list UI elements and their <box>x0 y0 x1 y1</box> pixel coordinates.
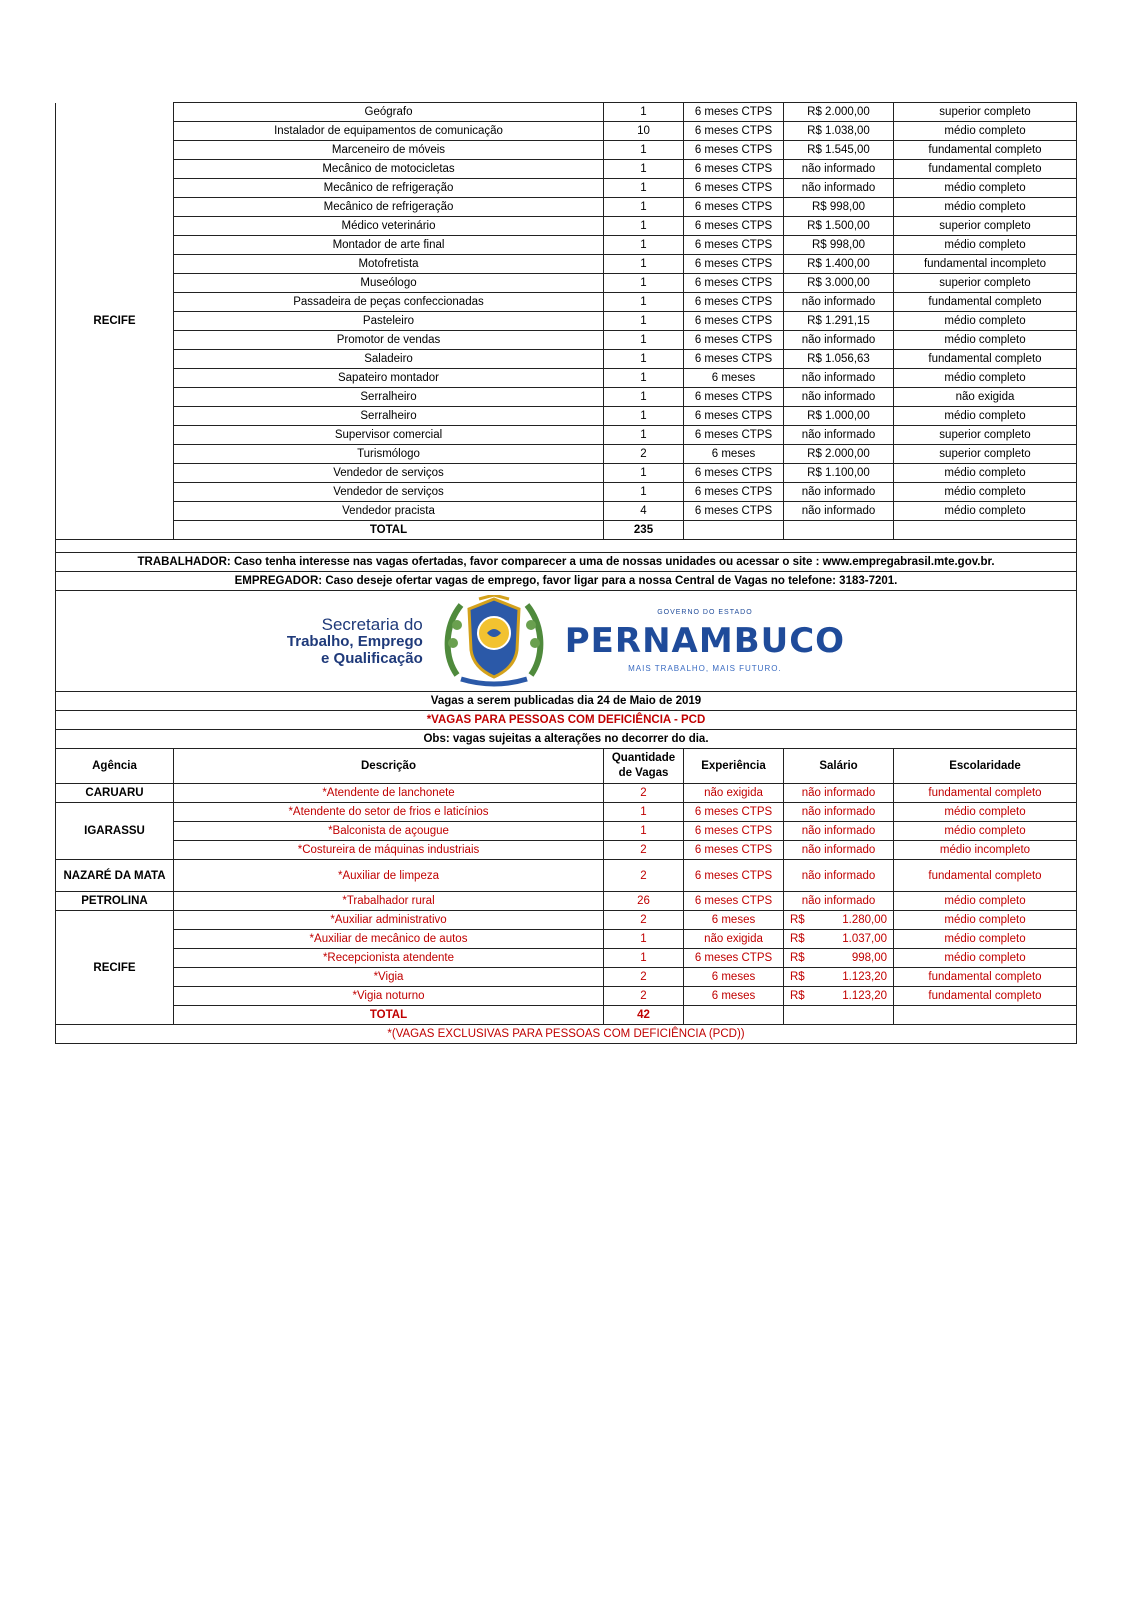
job-quantity: 26 <box>604 892 684 911</box>
total-value: 42 <box>604 1006 684 1025</box>
job-education: médio completo <box>894 331 1077 350</box>
job-experience: 6 meses CTPS <box>684 388 784 407</box>
job-education: médio completo <box>894 949 1077 968</box>
job-education: fundamental completo <box>894 968 1077 987</box>
job-description: *Atendente de lanchonete <box>174 784 604 803</box>
job-description: Vendedor de serviços <box>174 483 604 502</box>
empty-cell <box>784 521 894 540</box>
pcd-row <box>56 860 1077 892</box>
job-quantity: 1 <box>604 141 684 160</box>
job-description: Montador de arte final <box>174 236 604 255</box>
job-quantity: 2 <box>604 860 684 892</box>
job-quantity: 1 <box>604 483 684 502</box>
job-experience: 6 meses CTPS <box>684 841 784 860</box>
notice-trabalhador: TRABALHADOR: Caso tenha interesse nas vagas ofertadas, favor comparecer a uma de nossas unidades ou acessar o site : www.empregabrasil.mte.gov.br. <box>56 553 1077 572</box>
job-experience: 6 meses <box>684 987 784 1006</box>
job-quantity: 1 <box>604 236 684 255</box>
job-experience: 6 meses CTPS <box>684 274 784 293</box>
job-education: superior completo <box>894 274 1077 293</box>
pcd-row <box>56 930 1077 949</box>
table-row <box>56 293 1077 312</box>
table-row <box>56 369 1077 388</box>
job-quantity: 1 <box>604 803 684 822</box>
job-salary: não informado <box>784 160 894 179</box>
job-salary: não informado <box>784 841 894 860</box>
job-experience: 6 meses CTPS <box>684 255 784 274</box>
job-experience: 6 meses CTPS <box>684 217 784 236</box>
job-education: médio completo <box>894 369 1077 388</box>
job-description: Turismólogo <box>174 445 604 464</box>
pcd-obs: Obs: vagas sujeitas a alterações no decorrer do dia. <box>56 730 1077 749</box>
total-label: TOTAL <box>174 521 604 540</box>
job-salary: R$ 1.400,00 <box>784 255 894 274</box>
job-quantity: 1 <box>604 217 684 236</box>
job-description: *Trabalhador rural <box>174 892 604 911</box>
pcd-row <box>56 841 1077 860</box>
table-row <box>56 122 1077 141</box>
job-experience: 6 meses CTPS <box>684 122 784 141</box>
job-description: Vendedor pracista <box>174 502 604 521</box>
job-salary: R$ 3.000,00 <box>784 274 894 293</box>
job-experience: 6 meses CTPS <box>684 293 784 312</box>
job-education: médio completo <box>894 312 1077 331</box>
job-description: Pasteleiro <box>174 312 604 331</box>
job-description: *Balconista de açougue <box>174 822 604 841</box>
table-row <box>56 350 1077 369</box>
pcd-row <box>56 949 1077 968</box>
job-salary: R$ 998,00 <box>784 236 894 255</box>
pcd-footer: *(VAGAS EXCLUSIVAS PARA PESSOAS COM DEFICIÊNCIA (PCD)) <box>56 1025 1077 1044</box>
empty-cell <box>894 521 1077 540</box>
job-education: médio completo <box>894 464 1077 483</box>
job-description: Sapateiro montador <box>174 369 604 388</box>
pcd-row <box>56 892 1077 911</box>
job-description: Mecânico de motocicletas <box>174 160 604 179</box>
job-experience: 6 meses CTPS <box>684 198 784 217</box>
job-salary: R$ 1.545,00 <box>784 141 894 160</box>
table-row <box>56 407 1077 426</box>
job-education: médio completo <box>894 483 1077 502</box>
job-salary: não informado <box>784 369 894 388</box>
job-salary: R$ 1.100,00 <box>784 464 894 483</box>
job-experience: 6 meses CTPS <box>684 407 784 426</box>
job-education: superior completo <box>894 445 1077 464</box>
job-education: superior completo <box>894 217 1077 236</box>
job-experience: 6 meses CTPS <box>684 949 784 968</box>
job-description: Vendedor de serviços <box>174 464 604 483</box>
job-salary: não informado <box>784 179 894 198</box>
job-quantity: 1 <box>604 369 684 388</box>
empty-cell <box>894 1006 1077 1025</box>
job-salary: não informado <box>784 822 894 841</box>
job-description: *Atendente do setor de frios e laticínios <box>174 803 604 822</box>
job-education: fundamental completo <box>894 141 1077 160</box>
job-salary: não informado <box>784 388 894 407</box>
job-salary: não informado <box>784 331 894 350</box>
job-education: fundamental completo <box>894 987 1077 1006</box>
table-row <box>56 179 1077 198</box>
job-education: médio completo <box>894 179 1077 198</box>
job-description: Marceneiro de móveis <box>174 141 604 160</box>
currency-symbol: R$ <box>790 990 805 1002</box>
pcd-title: *VAGAS PARA PESSOAS COM DEFICIÊNCIA - PCD <box>56 711 1077 730</box>
job-education: médio completo <box>894 911 1077 930</box>
agency-cell: CARUARU <box>56 784 174 803</box>
job-description: Museólogo <box>174 274 604 293</box>
job-education: fundamental completo <box>894 860 1077 892</box>
job-description: *Recepcionista atendente <box>174 949 604 968</box>
job-quantity: 4 <box>604 502 684 521</box>
pcd-table-body <box>56 692 1077 1044</box>
table-row <box>56 141 1077 160</box>
total-value: 235 <box>604 521 684 540</box>
pcd-footer-row <box>56 1025 1077 1044</box>
job-experience: 6 meses CTPS <box>684 803 784 822</box>
job-education: fundamental incompleto <box>894 255 1077 274</box>
pcd-row <box>56 784 1077 803</box>
job-description: *Auxiliar de mecânico de autos <box>174 930 604 949</box>
header-exp: Experiência <box>684 749 784 784</box>
job-education: não exigida <box>894 388 1077 407</box>
job-experience: 6 meses <box>684 968 784 987</box>
pcd-total-row <box>56 1006 1077 1025</box>
job-education: fundamental completo <box>894 350 1077 369</box>
job-experience: 6 meses <box>684 369 784 388</box>
job-quantity: 1 <box>604 388 684 407</box>
job-quantity: 1 <box>604 350 684 369</box>
job-experience: 6 meses CTPS <box>684 141 784 160</box>
job-experience: 6 meses CTPS <box>684 103 784 122</box>
table-row <box>56 217 1077 236</box>
job-quantity: 2 <box>604 784 684 803</box>
job-salary <box>784 968 894 987</box>
job-salary: não informado <box>784 483 894 502</box>
job-salary: R$ 1.500,00 <box>784 217 894 236</box>
currency-symbol: R$ <box>790 952 805 964</box>
job-salary <box>784 987 894 1006</box>
table-row <box>56 236 1077 255</box>
job-quantity: 10 <box>604 122 684 141</box>
job-education: médio completo <box>894 236 1077 255</box>
table-row <box>56 312 1077 331</box>
salary-amount: 1.280,00 <box>842 914 887 926</box>
notice-empregador: EMPREGADOR: Caso deseje ofertar vagas de emprego, favor ligar para a nossa Central de Vagas no telefone: 3183-7201. <box>56 572 1077 591</box>
header-esc: Escolaridade <box>894 749 1077 784</box>
job-description: *Vigia noturno <box>174 987 604 1006</box>
vagas-sheet <box>55 102 1076 1044</box>
job-education: médio incompleto <box>894 841 1077 860</box>
job-experience: 6 meses CTPS <box>684 502 784 521</box>
job-description: *Vigia <box>174 968 604 987</box>
top-table-body <box>56 103 1077 540</box>
job-quantity: 1 <box>604 160 684 179</box>
job-experience: não exigida <box>684 930 784 949</box>
job-quantity: 1 <box>604 426 684 445</box>
job-description: Saladeiro <box>174 350 604 369</box>
job-quantity: 1 <box>604 198 684 217</box>
table-row <box>56 160 1077 179</box>
table-row <box>56 388 1077 407</box>
job-experience: não exigida <box>684 784 784 803</box>
job-salary: não informado <box>784 860 894 892</box>
job-description: Serralheiro <box>174 388 604 407</box>
job-education: médio completo <box>894 407 1077 426</box>
job-quantity: 1 <box>604 274 684 293</box>
job-quantity: 1 <box>604 464 684 483</box>
job-description: *Auxiliar administrativo <box>174 911 604 930</box>
pcd-row <box>56 911 1077 930</box>
pernambuco-logo-text: GOVERNO DO ESTADO PERNAMBUCO MAIS TRABALHO, MAIS FUTURO. <box>564 609 846 673</box>
job-salary: R$ 1.056,63 <box>784 350 894 369</box>
table-row <box>56 274 1077 293</box>
agency-cell: RECIFE <box>56 103 174 540</box>
job-education: médio completo <box>894 122 1077 141</box>
job-quantity: 1 <box>604 179 684 198</box>
job-description: Mecânico de refrigeração <box>174 198 604 217</box>
total-row <box>56 521 1077 540</box>
job-salary <box>784 911 894 930</box>
header-sal: Salário <box>784 749 894 784</box>
job-education: médio completo <box>894 930 1077 949</box>
job-quantity: 2 <box>604 841 684 860</box>
job-salary <box>784 949 894 968</box>
currency-symbol: R$ <box>790 971 805 983</box>
job-experience: 6 meses CTPS <box>684 312 784 331</box>
job-education: superior completo <box>894 426 1077 445</box>
agency-cell: IGARASSU <box>56 803 174 860</box>
pcd-date-line: Vagas a serem publicadas dia 24 de Maio de 2019 <box>56 692 1077 711</box>
job-description: Médico veterinário <box>174 217 604 236</box>
table-row <box>56 426 1077 445</box>
job-quantity: 1 <box>604 331 684 350</box>
agency-cell: PETROLINA <box>56 892 174 911</box>
job-description: Mecânico de refrigeração <box>174 179 604 198</box>
job-quantity: 2 <box>604 911 684 930</box>
currency-symbol: R$ <box>790 933 805 945</box>
salary-amount: 998,00 <box>851 952 887 964</box>
table-row <box>56 464 1077 483</box>
job-experience: 6 meses CTPS <box>684 236 784 255</box>
job-education: fundamental completo <box>894 293 1077 312</box>
pcd-row <box>56 968 1077 987</box>
agency-cell: NAZARÉ DA MATA <box>56 860 174 892</box>
currency-symbol: R$ <box>790 914 805 926</box>
job-experience: 6 meses CTPS <box>684 331 784 350</box>
header-qty: Quantidade de Vagas <box>604 749 684 784</box>
pcd-header-row <box>56 749 1077 784</box>
job-experience: 6 meses CTPS <box>684 892 784 911</box>
job-experience: 6 meses <box>684 911 784 930</box>
coat-of-arms-icon <box>439 595 549 687</box>
job-salary: R$ 1.000,00 <box>784 407 894 426</box>
job-experience: 6 meses CTPS <box>684 160 784 179</box>
job-education: médio completo <box>894 803 1077 822</box>
job-salary: não informado <box>784 426 894 445</box>
table-row <box>56 255 1077 274</box>
table-row <box>56 502 1077 521</box>
job-description: Promotor de vendas <box>174 331 604 350</box>
job-quantity: 1 <box>604 822 684 841</box>
job-experience: 6 meses CTPS <box>684 822 784 841</box>
job-description: Instalador de equipamentos de comunicação <box>174 122 604 141</box>
job-description: Supervisor comercial <box>174 426 604 445</box>
job-experience: 6 meses CTPS <box>684 483 784 502</box>
job-description: Motofretista <box>174 255 604 274</box>
salary-amount: 1.123,20 <box>842 971 887 983</box>
job-experience: 6 meses CTPS <box>684 860 784 892</box>
job-quantity: 1 <box>604 949 684 968</box>
table-row <box>56 445 1077 464</box>
job-education: médio completo <box>894 502 1077 521</box>
empty-cell <box>784 1006 894 1025</box>
job-education: superior completo <box>894 103 1077 122</box>
job-description: Serralheiro <box>174 407 604 426</box>
job-salary: R$ 1.291,15 <box>784 312 894 331</box>
empty-cell <box>684 521 784 540</box>
secretaria-logo-text: Secretaria do Trabalho, Emprego e Qualificação <box>286 614 423 667</box>
job-experience: 6 meses CTPS <box>684 426 784 445</box>
job-salary: não informado <box>784 803 894 822</box>
agency-cell: RECIFE <box>56 911 174 1025</box>
header-agency: Agência <box>56 749 174 784</box>
pcd-row <box>56 803 1077 822</box>
job-description: Passadeira de peças confeccionadas <box>174 293 604 312</box>
job-experience: 6 meses CTPS <box>684 464 784 483</box>
job-quantity: 1 <box>604 407 684 426</box>
job-quantity: 1 <box>604 103 684 122</box>
job-education: médio completo <box>894 198 1077 217</box>
job-education: fundamental completo <box>894 160 1077 179</box>
job-salary: não informado <box>784 892 894 911</box>
job-salary: R$ 998,00 <box>784 198 894 217</box>
total-label: TOTAL <box>174 1006 604 1025</box>
job-salary: R$ 2.000,00 <box>784 445 894 464</box>
job-description: *Auxiliar de limpeza <box>174 860 604 892</box>
table-row <box>56 331 1077 350</box>
logo-banner <box>56 591 1077 692</box>
job-quantity: 1 <box>604 293 684 312</box>
job-salary: R$ 2.000,00 <box>784 103 894 122</box>
pcd-row <box>56 987 1077 1006</box>
job-quantity: 1 <box>604 312 684 331</box>
table-row <box>56 483 1077 502</box>
job-education: médio completo <box>894 892 1077 911</box>
table-row <box>56 198 1077 217</box>
job-quantity: 2 <box>604 987 684 1006</box>
empty-cell <box>684 1006 784 1025</box>
job-education: fundamental completo <box>894 784 1077 803</box>
salary-amount: 1.037,00 <box>842 933 887 945</box>
job-salary: não informado <box>784 784 894 803</box>
job-quantity: 2 <box>604 968 684 987</box>
job-salary: não informado <box>784 293 894 312</box>
job-experience: 6 meses CTPS <box>684 350 784 369</box>
job-description: *Costureira de máquinas industriais <box>174 841 604 860</box>
pcd-row <box>56 822 1077 841</box>
job-education: médio completo <box>894 822 1077 841</box>
job-description: Geógrafo <box>174 103 604 122</box>
job-quantity: 1 <box>604 255 684 274</box>
notices <box>56 540 1077 692</box>
job-quantity: 2 <box>604 445 684 464</box>
vacancies-table <box>55 102 1077 1044</box>
table-row <box>56 103 1077 122</box>
job-salary: R$ 1.038,00 <box>784 122 894 141</box>
job-salary <box>784 930 894 949</box>
job-salary: não informado <box>784 502 894 521</box>
job-experience: 6 meses CTPS <box>684 179 784 198</box>
salary-amount: 1.123,20 <box>842 990 887 1002</box>
job-experience: 6 meses <box>684 445 784 464</box>
header-desc: Descrição <box>174 749 604 784</box>
job-quantity: 1 <box>604 930 684 949</box>
